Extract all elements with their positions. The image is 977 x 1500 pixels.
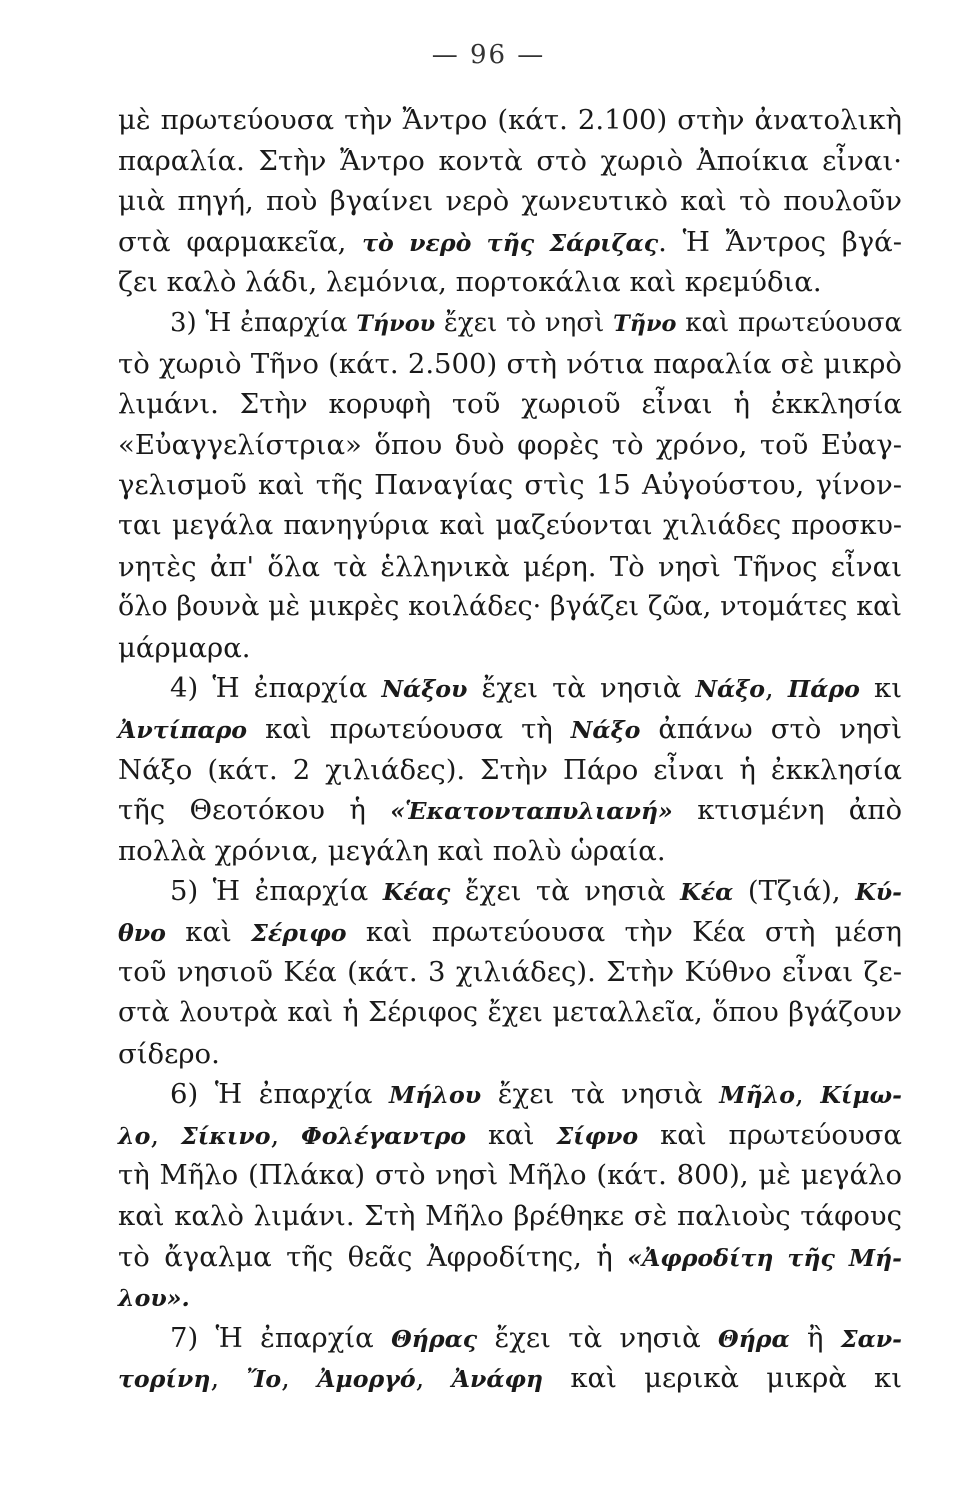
italic-term: λο [118,1121,151,1150]
text-run: καὶ [466,1118,557,1151]
text-run: στὰ λουτρὰ καὶ ἡ Σέριφος ἔχει μεταλλεῖα, ὅπου βγάζουν [118,997,902,1029]
text-run: Νάξο (κάτ. 2 χιλιάδες). Στὴν Πάρο εἶναι ἡ ἐκκλησία [118,753,902,786]
italic-term: Τήνου [356,310,436,337]
italic-term: Κέας [382,878,451,907]
text-line [118,506,902,547]
text-line [118,344,902,385]
text-line [118,1196,902,1237]
text-run: . Ἡ Ἄντρος βγά- [658,225,903,258]
italic-term: Νάξο [695,675,766,704]
text-run: ὅλο βουνὰ μὲ μικρὲς κοιλάδες· βγάζει ζῶα, ντομάτες καὶ [118,591,902,623]
text-run: , [765,672,788,705]
italic-term: Σίκινο [181,1121,271,1150]
text-run: λιμάνι. Στὴν κορυφὴ τοῦ χωριοῦ εἶναι ἡ ἐκκλησία [118,388,902,421]
text-run: , [415,1362,452,1395]
text-run: 6) Ἡ ἐπαρχία [170,1078,390,1111]
italic-term: Θήρας [391,1324,478,1353]
text-run: ἢ [789,1321,841,1354]
text-line [118,1034,902,1075]
text-line [118,750,902,791]
italic-term: τορίνη [118,1365,211,1394]
italic-term: Σαν- [840,1324,902,1353]
text-line [118,262,902,303]
text-run: ἔχει τὰ νησιὰ [467,672,696,705]
italic-term: Σέριφο [251,918,347,947]
text-line [118,1074,902,1115]
text-line [118,425,902,466]
text-line [118,100,902,141]
italic-term: Μήλου [389,1081,482,1110]
italic-term: Νάξο [570,715,641,744]
text-run: καὶ πρωτεύουσα τὴ [247,712,571,745]
text-run: , [150,1118,182,1151]
text-run: «Εὐαγγελίστρια» ὅπου δυὸ φορὲς τὸ χρόνο, τοῦ Εὐαγ- [118,428,902,461]
text-run: τοῦ νησιοῦ Κέα (κάτ. 3 χιλιάδες). Στὴν Κύθνο εἶναι ζε- [118,956,902,989]
text-run: 7) Ἡ ἐπαρχία [170,1321,392,1354]
italic-term: Θήρα [718,1324,790,1353]
text-run: καὶ πρωτεύουσα [638,1118,902,1151]
text-run: 4) Ἡ ἐπαρχία [170,672,382,705]
text-run: παραλία. Στὴν Ἄντρο κοντὰ στὸ χωριὸ Ἀποίκια εἶναι· [118,144,902,177]
italic-term: Τῆνο [613,310,677,337]
text-line [118,790,902,831]
italic-term: Μῆλο [719,1081,795,1110]
italic-term: Ἀνάφη [451,1365,544,1394]
text-run: σίδερο. [118,1037,220,1070]
text-run: καὶ μερικὰ μικρὰ κι [543,1362,903,1395]
text-run: , [210,1362,247,1395]
text-line [118,547,902,588]
text-run: ἔχει τὰ νησιὰ [477,1321,719,1354]
text-line [118,952,902,993]
text-run: ἔχει τὰ νησιὰ [450,875,681,908]
text-line [118,709,902,750]
text-run: καὶ πρωτεύουσα τὴν Κέα στὴ μέση [346,915,902,948]
text-run: (Τζιά), [733,875,856,908]
text-run: τὸ ἄγαλμα τῆς θεᾶς Ἀφροδίτης, ἡ [118,1240,628,1273]
text-line [118,1358,902,1399]
text-run: στὰ φαρμακεῖα, [118,225,363,258]
italic-term: τὸ νερὸ τῆς Σάριζας [362,228,659,257]
text-run: κτισμένη ἀπὸ [672,794,903,827]
text-line [118,912,902,953]
text-run: , [281,1362,318,1395]
text-line [118,222,902,263]
text-line [118,1237,902,1278]
text-run: Ἄντρο (κάτ. 2.100) στὴν ἀνατολικὴ [402,104,902,136]
text-line [118,181,902,222]
text-run: ται μεγάλα πανηγύρια καὶ μαζεύονται χιλιάδες προσκυ- [118,509,902,541]
text-line [118,465,902,506]
page-number: — 96 — [431,40,546,70]
text-run: 3) Ἡ ἐπαρχία [170,307,357,338]
italic-term: Ἀντίπαρο [118,715,248,744]
text-line [118,1115,902,1156]
text-line [118,384,902,425]
text-run: τὸ χωριὸ Τῆνο (κάτ. 2.500) στὴ νότια παραλία σὲ μικρὸ [118,347,902,380]
text-line [118,141,902,182]
text-line [118,993,902,1034]
italic-term: Νάξου [381,675,468,704]
text-run: τῆς Θεοτόκου ἡ [118,794,391,827]
text-run: ἔχει τὰ νησιὰ [481,1078,720,1111]
text-line [118,303,902,344]
text-run: τὴ Μῆλο (Πλάκα) στὸ νησὶ Μῆλο (κάτ. 800), μὲ μεγάλο [118,1159,902,1192]
italic-term: Πάρο [787,675,860,704]
text-line [118,628,902,669]
text-run: νητὲς ἀπ' ὅλα τὰ ἑλληνικὰ μέρη. Τὸ νησὶ Τῆνος εἶναι [118,550,902,583]
text-run: κι [859,672,902,705]
text-line [118,668,902,709]
text-run: μάρμαρα. [118,631,251,664]
text-run: , [794,1078,821,1111]
italic-term: Κίμω- [820,1081,902,1110]
italic-term: «Ἑκατονταπυλιανή» [390,797,673,826]
text-line [118,1277,902,1318]
text-run: ἀπάνω στὸ νησὶ [640,712,903,745]
text-run: μὲ πρωτεύουσα τὴν [118,104,403,136]
text-run: , [270,1118,302,1151]
italic-term: θνο [118,918,166,947]
text-run: ἔχει τὸ νησὶ [435,307,614,338]
italic-term: «Ἀφροδίτη τῆς Μή- [627,1243,902,1272]
text-run: καὶ [165,915,252,948]
text-run: πολλὰ χρόνια, μεγάλη καὶ πολὺ ὡραία. [118,834,666,867]
text-run: 5) Ἡ ἐπαρχία [170,875,383,908]
text-line [118,1155,902,1196]
text-run: ζει καλὸ λάδι, λεμόνια, πορτοκάλια καὶ κρεμύδια. [118,266,822,299]
italic-term: Σίφνο [556,1121,639,1150]
text-line [118,587,902,628]
italic-term: Ἀμοργό [317,1365,416,1394]
body-text [118,100,902,1399]
italic-term: Φολέγαντρο [301,1121,467,1150]
text-run: καὶ καλὸ λιμάνι. Στὴ Μῆλο βρέθηκε σὲ παλιοὺς τάφους [118,1200,902,1233]
italic-term: Ἴο [246,1365,282,1394]
italic-term: Κύ- [855,878,902,907]
text-run: καὶ πρωτεύουσα [676,307,903,338]
text-run: μιὰ πηγή, ποὺ βγαίνει νερὸ χωνευτικὸ καὶ τὸ πουλοῦν [118,185,902,218]
text-line [118,871,902,912]
text-run: γελισμοῦ καὶ τῆς Παναγίας στὶς 15 Αὐγούστου, γίνον- [118,469,902,502]
italic-term: Κέα [680,878,734,907]
italic-term: λου». [118,1284,190,1313]
text-line [118,1318,902,1359]
text-line [118,831,902,872]
